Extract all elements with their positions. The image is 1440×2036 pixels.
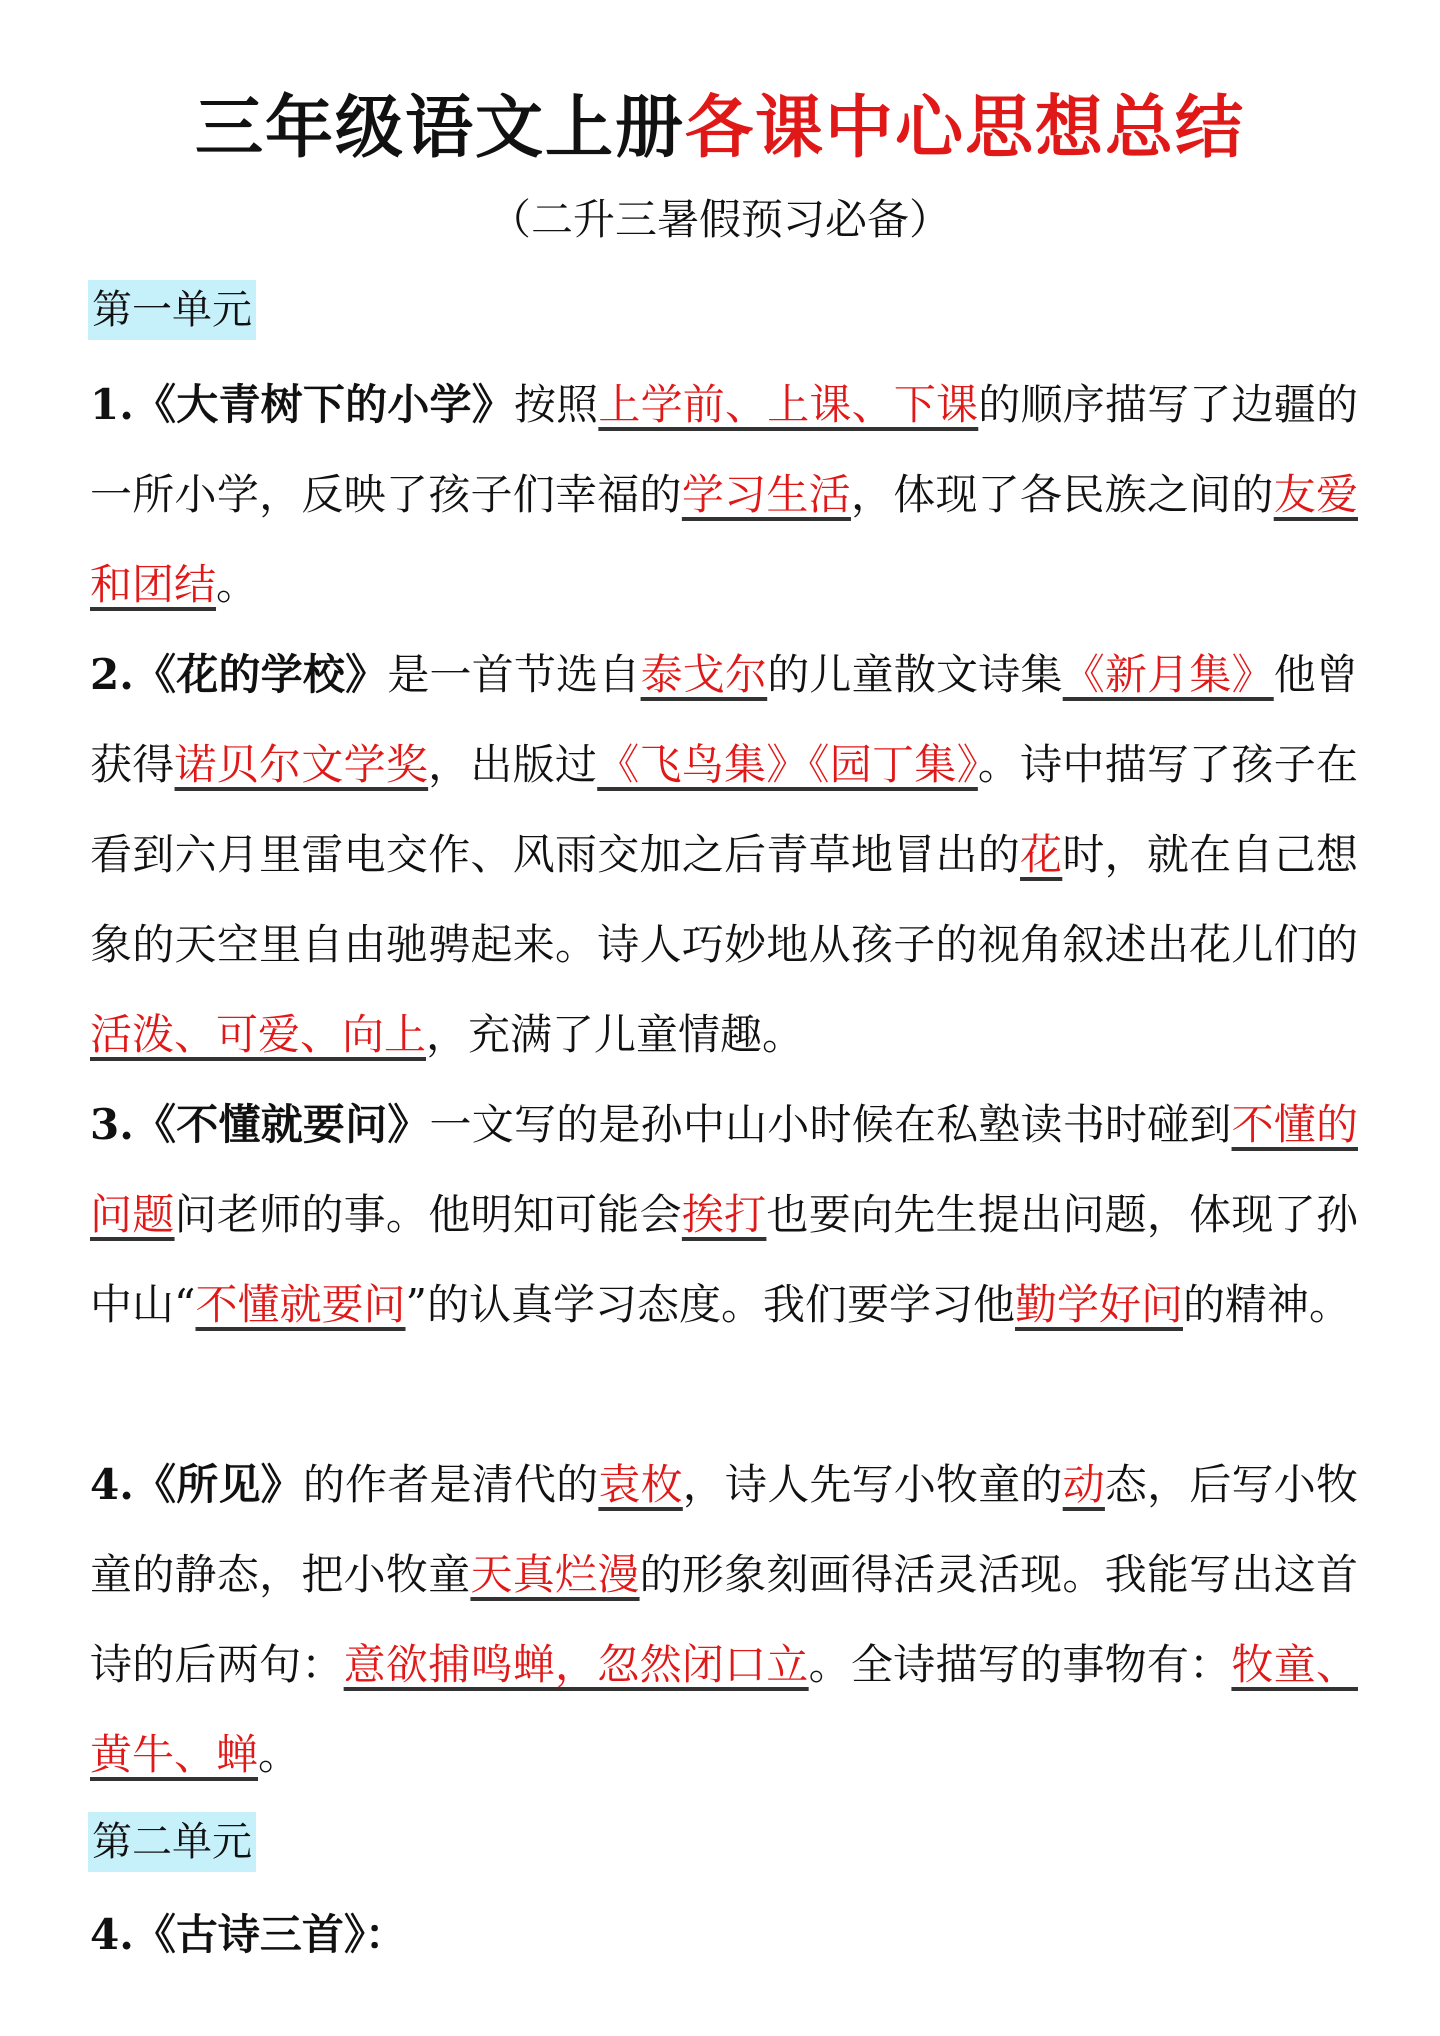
lesson-2-text: 是一首节选自 <box>387 650 641 699</box>
lesson-2-text: 他曾获得 <box>90 650 1358 789</box>
lesson-2-text: 的儿童散文诗集 <box>767 650 1063 699</box>
lesson-4-text: 的作者是清代的 <box>302 1460 599 1509</box>
lesson-5-title: 4.《古诗三首》： <box>90 1910 407 1959</box>
lesson-1-text: 。 <box>216 560 259 609</box>
lesson-1-text: 按照 <box>513 380 599 429</box>
lesson-4-text: 态，后写小牧童的静态，把小牧童 <box>90 1460 1358 1599</box>
lesson-2-highlight: 《飞鸟集》《园丁集》 <box>597 740 978 789</box>
lesson-4-paragraph <box>90 1440 1358 1800</box>
lesson-2-highlight: 诺贝尔文学奖 <box>174 740 429 789</box>
lesson-1-text: 的顺序描写了边疆的一所小学，反映了孩子们幸福的 <box>90 380 1358 519</box>
lesson-3-text: 的精神。 <box>1183 1280 1352 1329</box>
lesson-2-highlight: 活泼、可爱、向上 <box>90 1010 427 1059</box>
lesson-4-text: 。 <box>258 1730 301 1779</box>
lesson-4-highlight: 牧童、黄牛、蝉 <box>90 1640 1358 1779</box>
lesson-2-paragraph <box>90 630 1358 1080</box>
lesson-4-text: 。全诗描写的事物有： <box>808 1640 1232 1689</box>
lesson-2-text: 。诗中描写了孩子在看到六月里雷电交作、风雨交加之后青草地冒出的 <box>90 740 1358 879</box>
lesson-1-title: 1.《大青树下的小学》 <box>90 380 514 429</box>
lesson-3-text: 一文写的是孙中山小时候在私塾读书时碰到 <box>429 1100 1232 1149</box>
lesson-3-paragraph <box>90 1080 1358 1350</box>
lesson-2-highlight: 《新月集》 <box>1062 650 1274 699</box>
page-subtitle: （二升三暑假预习必备） <box>488 195 951 244</box>
lesson-1-text: ，体现了各民族之间的 <box>850 470 1274 519</box>
lesson-3-text: 也要向先生提出问题，体现了孙中山“ <box>90 1190 1358 1329</box>
lesson-3-title: 3.《不懂就要问》 <box>90 1100 430 1149</box>
unit-two-heading: 第二单元 <box>88 1812 256 1872</box>
title-black-part: 三年级语文上册 <box>194 89 685 168</box>
lesson-3-highlight: 勤学好问 <box>1014 1280 1183 1329</box>
lesson-3-text: 问老师的事。他明知可能会 <box>174 1190 682 1239</box>
page-title <box>0 84 1440 174</box>
lesson-1-highlight: 学习生活 <box>681 470 851 519</box>
lesson-4-text: 的形象刻画得活灵活现。我能写出这首诗的后两句： <box>90 1550 1358 1689</box>
lesson-4-text: ，诗人先写小牧童的 <box>682 1460 1063 1509</box>
lesson-3-highlight: 挨打 <box>681 1190 767 1239</box>
lesson-2-text: 时，就在自己想象的天空里自由驰骋起来。诗人巧妙地从孩子的视角叙述出花儿们的 <box>90 830 1358 969</box>
lesson-2-highlight: 花 <box>1020 830 1063 879</box>
lesson-2-text: ，出版过 <box>428 740 598 789</box>
lesson-4-title: 4.《所见》 <box>90 1460 303 1509</box>
title-red-part: 各课中心思想总结 <box>685 89 1246 168</box>
lesson-5-paragraph <box>90 1890 1358 1980</box>
lesson-3-highlight: 不懂的问题 <box>90 1100 1358 1239</box>
lesson-2-title: 2.《花的学校》 <box>90 650 388 699</box>
lesson-2-text: ，充满了儿童情趣。 <box>426 1010 805 1059</box>
unit-one-heading: 第一单元 <box>88 280 256 340</box>
lesson-3-highlight: 不懂就要问 <box>195 1280 406 1329</box>
lesson-4-highlight: 天真烂漫 <box>470 1550 640 1599</box>
lesson-1-paragraph <box>90 360 1358 630</box>
lesson-4-highlight: 意欲捕鸣蝉，忽然闭口立 <box>343 1640 809 1689</box>
lesson-2-highlight: 泰戈尔 <box>640 650 768 699</box>
lesson-4-highlight: 动 <box>1062 1460 1105 1509</box>
lesson-1-highlight: 友爱和团结 <box>90 470 1358 609</box>
lesson-4-highlight: 袁枚 <box>598 1460 683 1509</box>
lesson-3-text: ”的认真学习态度。我们要学习他 <box>405 1280 1015 1329</box>
lesson-1-highlight: 上学前、上课、下课 <box>598 380 979 429</box>
